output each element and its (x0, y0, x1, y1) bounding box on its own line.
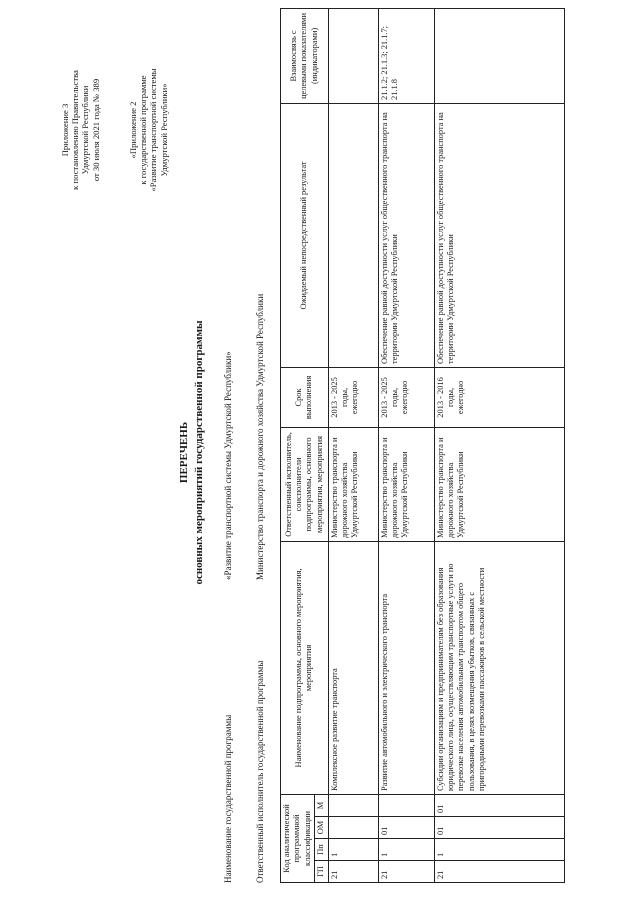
cell-executor: Министерство транспорта и дорожного хозяйства Удмуртской Республики (328, 427, 378, 541)
cell-m (328, 794, 378, 816)
cell-name: Субсидии организациям и предпринимателям без образования юридического лица, осуществляющим транспортные услуги по перевозке населения автомобильным транспортом общего пользования, в целях возмещения убытков, связанных с пригородными перевозками пассажиров в сельской местности (434, 541, 564, 794)
program-name-label: Наименование государственной программы (223, 714, 233, 883)
cell-gp: 21 (328, 861, 378, 883)
appendix-block-2 (128, 10, 169, 250)
cell-pp: 1 (328, 839, 378, 861)
cell-executor: Министерство транспорта и дорожного хозяйства Удмуртской Республики (434, 427, 564, 541)
header-name: Наименование подпрограммы, основного мероприятия, мероприятия (281, 541, 329, 794)
cell-gp: 21 (434, 861, 564, 883)
cell-m: 01 (434, 794, 564, 816)
doc-subtitle: основных мероприятий государственной программы (193, 320, 205, 585)
cell-term: 2013 - 2016 годы, ежегодно (434, 367, 564, 427)
cell-om: 01 (378, 817, 434, 839)
cell-link (434, 8, 564, 103)
header-link: Взаимосвязь с целевыми показателями (индикаторами) (281, 8, 329, 103)
header-om: ОМ (315, 817, 328, 839)
appendix-line: к государственной программе (138, 75, 149, 185)
appendix-line: Удмуртской Республики (80, 85, 91, 175)
cell-pp: 1 (378, 839, 434, 861)
cell-name: Развитие автомобильного и электрического транспорта (378, 541, 434, 794)
cell-gp: 21 (378, 861, 434, 883)
executor-value: Министерство транспорта и дорожного хозяйства Удмуртской Республики (255, 293, 265, 580)
cell-term: 2013 - 2025 годы, ежегодно (378, 367, 434, 427)
appendix-line: «Развитие транспортной системы (148, 68, 159, 192)
appendix-line: Приложение 3 (60, 103, 70, 157)
table-row (434, 8, 564, 882)
appendix-block (60, 10, 101, 250)
header-executor: Ответственный исполнитель, соисполнители подпрограммы, основного мероприятия, мероприятия (281, 427, 329, 541)
appendix-line: Удмуртской Республики» (158, 83, 169, 177)
cell-result: Обеспечение равной доступности услуг общественного транспорта на территории Удмуртской Республики (378, 103, 434, 367)
header-m: М (315, 794, 328, 816)
header-pp: Пп (315, 839, 328, 861)
table-row (328, 8, 378, 882)
cell-result: Обеспечение равной доступности услуг общественного транспорта на территории Удмуртской Республики (434, 103, 564, 367)
appendix-line: от 30 июля 2021 года № 389 (90, 78, 101, 182)
header-row (281, 8, 315, 882)
cell-m (378, 794, 434, 816)
program-name-value: «Развитие транспортной системы Удмуртской Республики» (223, 351, 233, 580)
header-gp: ГП (315, 861, 328, 883)
cell-executor: Министерство транспорта и дорожного хозяйства Удмуртской Республики (378, 427, 434, 541)
header-result: Ожидаемый непосредственный результат (281, 103, 329, 367)
cell-pp: 1 (434, 839, 564, 861)
cell-link (328, 8, 378, 103)
header-term: Срок выполнения (281, 367, 329, 427)
cell-result (328, 103, 378, 367)
appendix-line: к постановлению Правительства (70, 70, 81, 190)
appendix-line: «Приложение 2 (128, 101, 138, 159)
executor-label: Ответственный исполнитель государственной программы (255, 660, 265, 883)
cell-link: 21.1.2; 21.1.3; 21.1.7; 21.1.8 (378, 8, 434, 103)
cell-term: 2013 - 2025 годы, ежегодно (328, 367, 378, 427)
table-row (378, 8, 434, 882)
doc-title: ПЕРЕЧЕНЬ (178, 421, 190, 484)
cell-om (328, 817, 378, 839)
measures-table (280, 8, 565, 883)
cell-name: Комплексное развитие транспорта (328, 541, 378, 794)
header-code: Код аналитической программной классификации (281, 794, 315, 882)
cell-om: 01 (434, 817, 564, 839)
